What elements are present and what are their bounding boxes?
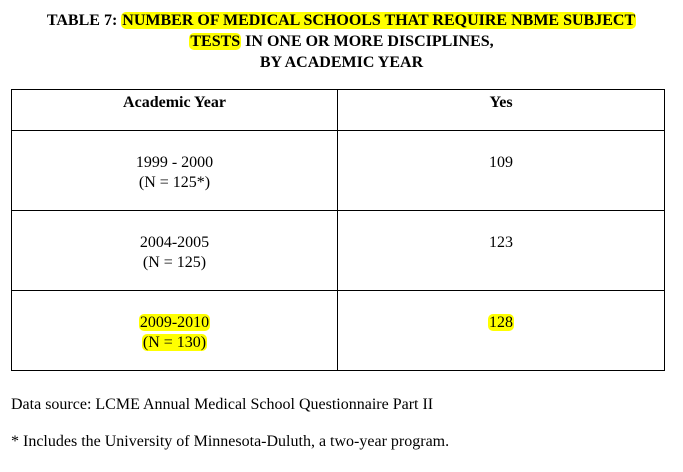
n-label: (N = 130) bbox=[142, 334, 207, 351]
title-line-3: BY ACADEMIC YEAR bbox=[259, 54, 424, 71]
yes-cell bbox=[338, 211, 665, 291]
yes-value: 123 bbox=[489, 234, 513, 251]
year-label: 2004-2005 bbox=[139, 234, 210, 251]
title-highlight-1: NUMBER OF MEDICAL SCHOOLS THAT REQUIRE NBME SUBJECT bbox=[122, 12, 636, 29]
yes-cell bbox=[338, 291, 665, 371]
table-row bbox=[12, 291, 665, 371]
title-rest-2: IN ONE OR MORE DISCIPLINES, bbox=[241, 33, 494, 50]
table-row bbox=[12, 131, 665, 211]
year-cell bbox=[12, 131, 338, 211]
table-title bbox=[0, 10, 683, 73]
header-yes: Yes bbox=[338, 90, 665, 131]
year-cell bbox=[12, 211, 338, 291]
n-label: (N = 125*) bbox=[138, 174, 211, 191]
n-label: (N = 125) bbox=[142, 254, 207, 271]
yes-value: 109 bbox=[489, 154, 513, 171]
title-line-1 bbox=[0, 10, 683, 31]
header-academic-year: Academic Year bbox=[12, 90, 338, 131]
data-table bbox=[11, 89, 665, 371]
title-line-2 bbox=[0, 31, 683, 52]
year-label: 1999 - 2000 bbox=[135, 154, 214, 171]
year-label: 2009-2010 bbox=[139, 314, 210, 331]
year-cell bbox=[12, 291, 338, 371]
data-source-note: Data source: LCME Annual Medical School Questionnaire Part II bbox=[11, 396, 434, 413]
asterisk-footnote: * Includes the University of Minnesota-Duluth, a two-year program. bbox=[11, 433, 450, 450]
table-header-row bbox=[12, 90, 665, 131]
table-row bbox=[12, 211, 665, 291]
title-prefix: TABLE 7: bbox=[46, 12, 122, 29]
title-highlight-2: TESTS bbox=[190, 33, 241, 50]
yes-value: 128 bbox=[489, 314, 513, 331]
yes-cell bbox=[338, 131, 665, 211]
